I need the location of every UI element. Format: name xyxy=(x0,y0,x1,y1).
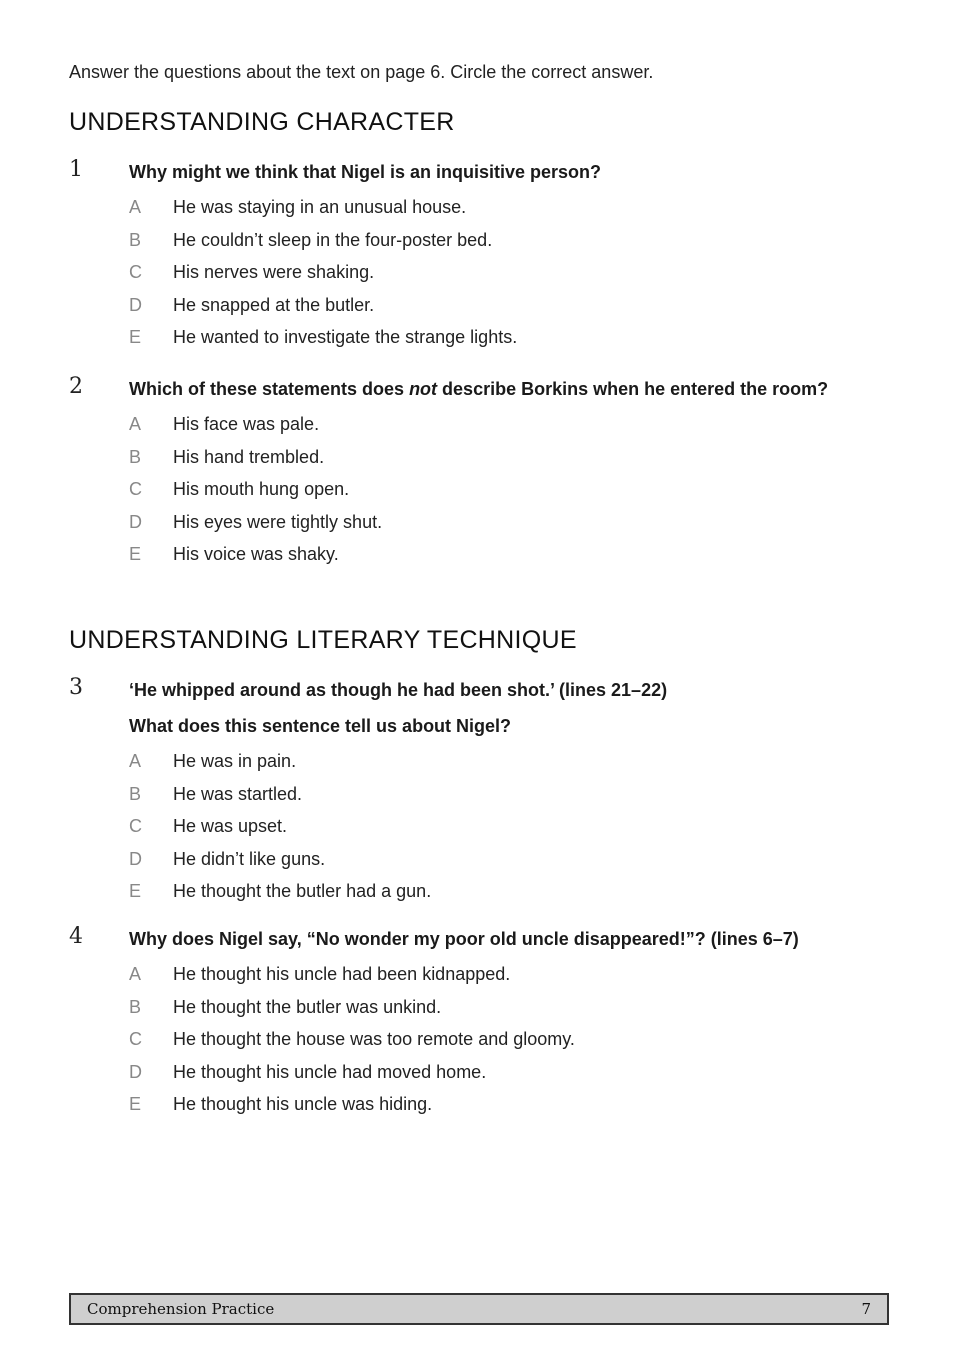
option-text: He thought his uncle had been kidnapped. xyxy=(173,964,511,984)
answer-options xyxy=(129,964,869,1127)
section-title-literary-technique: UNDERSTANDING LITERARY TECHNIQUE xyxy=(69,626,577,654)
option-text: He didn’t like guns. xyxy=(173,848,326,869)
option-text: His mouth hung open. xyxy=(173,479,350,499)
answer-options xyxy=(129,414,869,577)
option-text: He thought his uncle had moved home. xyxy=(173,1061,487,1082)
option-text: His eyes were tightly shut. xyxy=(173,511,383,532)
option-text: He couldn’t sleep in the four-poster bed. xyxy=(173,229,493,250)
option-letter: C xyxy=(129,262,142,282)
option-letter: A xyxy=(129,964,142,984)
answer-option-e[interactable] xyxy=(129,327,869,360)
answer-option-c[interactable] xyxy=(129,262,869,295)
option-letter: C xyxy=(129,479,142,499)
answer-option-d[interactable] xyxy=(129,512,869,545)
footer-title: Comprehension Practice xyxy=(87,1300,275,1318)
question-3 xyxy=(69,675,869,914)
option-letter: A xyxy=(129,751,142,771)
option-letter: A xyxy=(129,197,142,217)
question-1 xyxy=(69,157,869,360)
question-text: Why does Nigel say, “No wonder my poor old uncle disappeared!”? (lines 6–7) xyxy=(129,929,799,949)
answer-option-c[interactable] xyxy=(129,479,869,512)
answer-option-d[interactable] xyxy=(129,295,869,328)
option-letter: E xyxy=(129,1094,142,1114)
option-letter: C xyxy=(129,1029,142,1049)
answer-option-a[interactable] xyxy=(129,751,869,784)
option-letter: B xyxy=(129,783,142,804)
option-text: His voice was shaky. xyxy=(173,544,339,564)
option-letter: A xyxy=(129,414,142,434)
answer-option-d[interactable] xyxy=(129,1062,869,1095)
answer-option-a[interactable] xyxy=(129,197,869,230)
option-letter: E xyxy=(129,327,142,347)
option-text: His face was pale. xyxy=(173,414,320,434)
question-text: Which of these statements does not describe Borkins when he entered the room? xyxy=(129,379,829,399)
page-number: 7 xyxy=(861,1300,871,1318)
section-title-character: UNDERSTANDING CHARACTER xyxy=(69,108,455,136)
answer-option-b[interactable] xyxy=(129,784,869,817)
answer-option-e[interactable] xyxy=(129,1094,869,1127)
option-text: He was in pain. xyxy=(173,751,297,771)
option-letter: D xyxy=(129,511,142,532)
question-number: 4 xyxy=(69,924,83,949)
option-text: He was startled. xyxy=(173,783,303,804)
option-text: He thought his uncle was hiding. xyxy=(173,1094,433,1114)
option-letter: E xyxy=(129,881,142,901)
option-text: His hand trembled. xyxy=(173,446,325,467)
answer-option-e[interactable] xyxy=(129,881,869,914)
question-2 xyxy=(69,374,869,577)
option-letter: B xyxy=(129,229,142,250)
question-quote: ‘He whipped around as though he had been shot.’ (lines 21–22) xyxy=(129,680,668,700)
option-letter: D xyxy=(129,1061,142,1082)
answer-options xyxy=(129,751,869,914)
page-footer xyxy=(69,1293,889,1325)
option-letter: B xyxy=(129,996,142,1017)
option-text: He snapped at the butler. xyxy=(173,294,375,315)
answer-option-c[interactable] xyxy=(129,816,869,849)
option-text: He was staying in an unusual house. xyxy=(173,197,467,217)
option-text: He thought the house was too remote and gloomy. xyxy=(173,1029,575,1049)
emphasis-not: not xyxy=(409,379,438,399)
option-text: He wanted to investigate the strange lights. xyxy=(173,327,518,347)
question-text: What does this sentence tell us about Nigel? xyxy=(129,716,512,736)
option-text: He thought the butler had a gun. xyxy=(173,881,432,901)
option-letter: D xyxy=(129,294,142,315)
answer-option-b[interactable] xyxy=(129,230,869,263)
option-text: He thought the butler was unkind. xyxy=(173,996,442,1017)
question-number: 2 xyxy=(69,374,83,399)
answer-option-b[interactable] xyxy=(129,447,869,480)
option-text: He was upset. xyxy=(173,816,288,836)
option-letter: C xyxy=(129,816,142,836)
answer-options xyxy=(129,197,869,360)
question-number: 1 xyxy=(69,157,83,182)
option-text: His nerves were shaking. xyxy=(173,262,375,282)
answer-option-c[interactable] xyxy=(129,1029,869,1062)
instructions: Answer the questions about the text on page 6. Circle the correct answer. xyxy=(69,62,654,82)
answer-option-a[interactable] xyxy=(129,964,869,997)
option-letter: B xyxy=(129,446,142,467)
question-text: Why might we think that Nigel is an inquisitive person? xyxy=(129,162,602,182)
answer-option-d[interactable] xyxy=(129,849,869,882)
question-4 xyxy=(69,924,869,1127)
answer-option-e[interactable] xyxy=(129,544,869,577)
option-letter: E xyxy=(129,544,142,564)
answer-option-a[interactable] xyxy=(129,414,869,447)
question-number: 3 xyxy=(69,675,83,700)
option-letter: D xyxy=(129,848,142,869)
answer-option-b[interactable] xyxy=(129,997,869,1030)
